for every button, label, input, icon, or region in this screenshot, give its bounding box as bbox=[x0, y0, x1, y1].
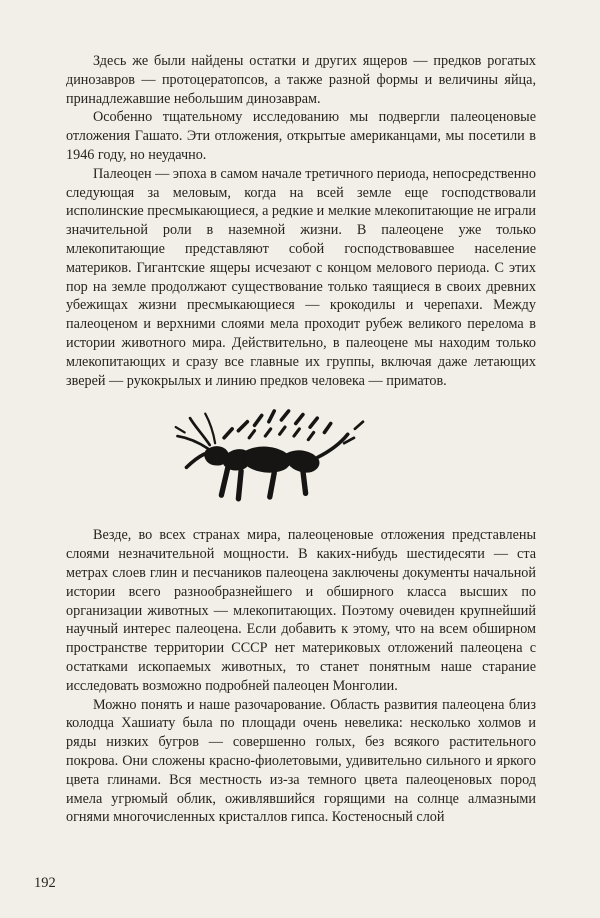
paragraph: Особенно тщательному исследованию мы подвергли палеоценовые отложения Гашато. Эти отложения, открытые американцами, мы посетили в 1946 году, но неудачно. bbox=[66, 109, 536, 163]
figure-container bbox=[66, 402, 536, 514]
ink-animal-sketch-icon bbox=[160, 402, 410, 514]
paragraph: Палеоцен — эпоха в самом начале третичного периода, непосредственно следующая за меловым, когда на всей земле еще господствовали исполинские пресмыкающиеся, а редкие и мелкие млекопитающие не играли значительной роли в наземной жизни. В палеоцене уже только млекопитающие представляют собой господствовавшее население материков. Гигантские ящеры исчезают с концом мелового периода. С этих пор на земле продолжают существование только таящиеся в своих древних убежищах жизни пресмыкающиеся — крокодилы и черепахи. Между палеоценом и верхними слоями мела проходит рубеж великого перелома в истории животного мира. Действительно, в палеоцене мы находим только млекопитающих и сразу все главные их группы, включая даже летающих зверей — рукокрылых и линию предков человека — приматов. bbox=[66, 165, 536, 389]
paragraph: Можно понять и наше разочарование. Область развития палеоцена близ колодца Хашиату была по площади очень невелика: несколько холмов и ряды низких бугров — совершенно голых, без всякого растительного покрова. Они сложены красно-фиолетовыми, удивительно сильного и яркого цвета глинами. Вся местность из-за темного цвета палеоценовых пород имела угрюмый облик, оживлявшийся горящими на солнце алмазными огнями многочисленных кристаллов гипса. Костеносный слой bbox=[66, 696, 536, 826]
paragraph: Здесь же были найдены остатки и других ящеров — предков рогатых динозавров — протоцератопсов, а также разной формы и величины яйца, принадлежавшие небольшим динозаврам. bbox=[66, 53, 536, 107]
page-number: 192 bbox=[34, 875, 56, 891]
paragraph: Везде, во всех странах мира, палеоценовые отложения представлены слоями незначительной мощности. В каких-нибудь шестидесяти — ста метрах слоев глин и песчаников палеоцена заключены документы начальной истории всего разнообразнейшего и обширного класса высших по организации животных — млекопитающих. Поэтому очевиден крупнейший научный интерес палеоцена. Если добавить к этому, что на всем обширном пространстве территории СССР нет материковых отложений палеоцена с остатками ископаемых животных, то станет понятным наше старание исследовать возможно подробней палеоцен Монголии. bbox=[66, 527, 536, 694]
